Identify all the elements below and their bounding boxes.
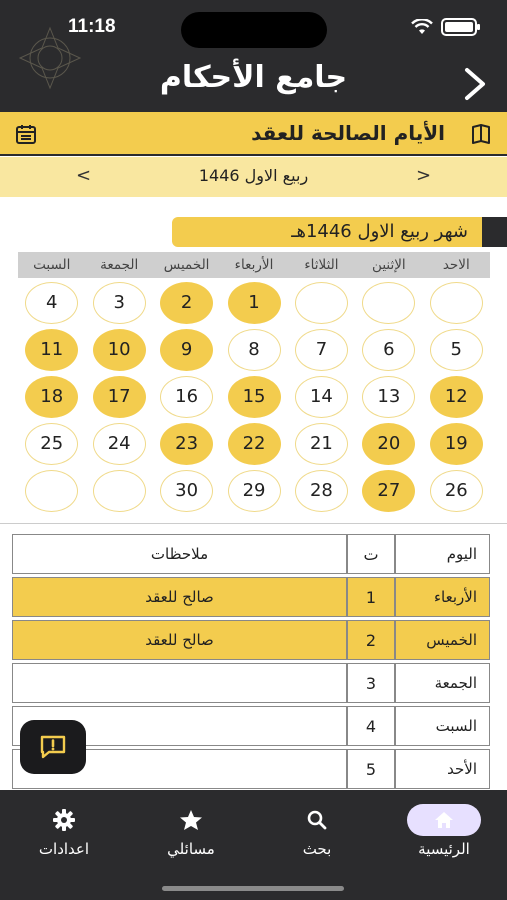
calendar-day[interactable]	[25, 470, 78, 512]
weekday-monday: الإثنين	[372, 257, 406, 273]
calendar-day[interactable]: 22	[228, 423, 281, 465]
back-arrow-icon[interactable]	[457, 64, 491, 104]
app-header	[0, 0, 507, 112]
calendar-day[interactable]: 18	[25, 376, 78, 418]
chat-alert-icon	[39, 734, 67, 760]
next-month-button[interactable]: >	[416, 165, 432, 186]
table-cell-day: الخميس	[395, 620, 490, 660]
home-icon	[407, 804, 481, 836]
calendar-week	[18, 326, 490, 373]
bottom-navigation	[0, 790, 507, 900]
nav-favorites-label: مسائلي	[167, 840, 215, 858]
calendar-day[interactable]: 11	[25, 329, 78, 371]
column-header-notes: ملاحظات	[12, 534, 347, 574]
calendar-day[interactable]	[362, 282, 415, 324]
calendar-week	[18, 420, 490, 467]
status-time: 11:18	[68, 16, 116, 37]
calendar-day[interactable]: 24	[93, 423, 146, 465]
calendar-day[interactable]: 13	[362, 376, 415, 418]
table-cell-number: 2	[347, 620, 395, 660]
calendar-day[interactable]: 27	[362, 470, 415, 512]
search-icon	[262, 804, 372, 836]
table-cell-day: الأحد	[395, 749, 490, 789]
prev-month-button[interactable]: <	[76, 165, 92, 186]
calendar-day[interactable]: 28	[295, 470, 348, 512]
calendar-day[interactable]: 3	[93, 282, 146, 324]
table-cell-number: 5	[347, 749, 395, 789]
table-cell-note: صالح للعقد	[12, 577, 347, 617]
calendar-day[interactable]: 5	[430, 329, 483, 371]
table-cell-day: السبت	[395, 706, 490, 746]
table-cell-number: 3	[347, 663, 395, 703]
table-cell-day: الأربعاء	[395, 577, 490, 617]
wifi-icon	[411, 19, 433, 35]
weekday-saturday: السبت	[33, 257, 71, 273]
column-header-day: اليوم	[395, 534, 490, 574]
month-navigator	[0, 157, 507, 197]
month-heading	[172, 217, 482, 247]
nav-search[interactable]	[262, 804, 372, 858]
calendar-week	[18, 373, 490, 420]
calendar-day[interactable]	[93, 470, 146, 512]
calendar-day[interactable]: 10	[93, 329, 146, 371]
calendar-day[interactable]: 23	[160, 423, 213, 465]
section-bar	[0, 112, 507, 156]
table-cell-note	[12, 663, 347, 703]
section-title: الأيام الصالحة للعقد	[251, 121, 445, 145]
weekday-friday: الجمعة	[100, 257, 139, 273]
table-cell-number: 4	[347, 706, 395, 746]
calendar-day[interactable]: 16	[160, 376, 213, 418]
divider	[0, 523, 507, 524]
calendar-week	[18, 279, 490, 326]
star-icon	[136, 804, 246, 836]
calendar-day[interactable]	[430, 282, 483, 324]
table-cell-note: صالح للعقد	[12, 620, 347, 660]
home-indicator	[162, 886, 344, 891]
column-header-number: ت	[347, 534, 395, 574]
calendar-day[interactable]: 29	[228, 470, 281, 512]
calendar-week	[18, 467, 490, 514]
app-title: جامع الأحكام	[159, 60, 348, 95]
weekday-header	[18, 252, 490, 278]
calendar-day[interactable]: 1	[228, 282, 281, 324]
table-row[interactable]	[12, 663, 490, 703]
book-icon	[469, 122, 493, 146]
table-cell-number: 1	[347, 577, 395, 617]
month-heading-text: شهر ربيع الاول 1446هـ	[291, 221, 468, 242]
nav-home-label: الرئيسية	[418, 840, 470, 858]
table-row[interactable]	[12, 577, 490, 617]
calendar-icon[interactable]	[14, 122, 38, 146]
table-cell-day: الجمعة	[395, 663, 490, 703]
calendar-day[interactable]: 30	[160, 470, 213, 512]
weekday-tuesday: الثلاثاء	[304, 257, 339, 273]
calendar-day[interactable]	[295, 282, 348, 324]
calendar-day[interactable]: 14	[295, 376, 348, 418]
battery-icon	[441, 18, 477, 36]
calendar-day[interactable]: 19	[430, 423, 483, 465]
calendar-day[interactable]: 4	[25, 282, 78, 324]
calendar-day[interactable]: 26	[430, 470, 483, 512]
nav-settings[interactable]	[9, 804, 119, 858]
calendar-day[interactable]: 15	[228, 376, 281, 418]
chat-alert-button[interactable]	[20, 720, 86, 774]
month-heading-edge	[482, 217, 507, 247]
dynamic-island	[181, 12, 327, 48]
calendar-day[interactable]: 7	[295, 329, 348, 371]
calendar-day[interactable]: 9	[160, 329, 213, 371]
weekday-thursday: الخميس	[163, 257, 210, 273]
gear-icon	[9, 804, 119, 836]
calendar-day[interactable]: 6	[362, 329, 415, 371]
calendar-day[interactable]: 21	[295, 423, 348, 465]
nav-search-label: بحث	[302, 840, 332, 858]
nav-home[interactable]	[389, 804, 499, 858]
nav-settings-label: اعدادات	[38, 840, 90, 858]
calendar-day[interactable]: 8	[228, 329, 281, 371]
status-icons	[411, 18, 477, 36]
table-row[interactable]	[12, 620, 490, 660]
month-label: ربيع الاول 1446	[198, 166, 309, 185]
calendar-grid	[18, 279, 490, 514]
nav-favorites[interactable]	[136, 804, 246, 858]
calendar-day[interactable]: 17	[93, 376, 146, 418]
weekday-wednesday: الأربعاء	[234, 257, 274, 273]
calendar-day[interactable]: 20	[362, 423, 415, 465]
calendar-day[interactable]: 2	[160, 282, 213, 324]
table-header-row	[12, 534, 490, 574]
weekday-sunday: الاحد	[442, 257, 470, 273]
calendar-day[interactable]: 25	[25, 423, 78, 465]
calendar-day[interactable]: 12	[430, 376, 483, 418]
